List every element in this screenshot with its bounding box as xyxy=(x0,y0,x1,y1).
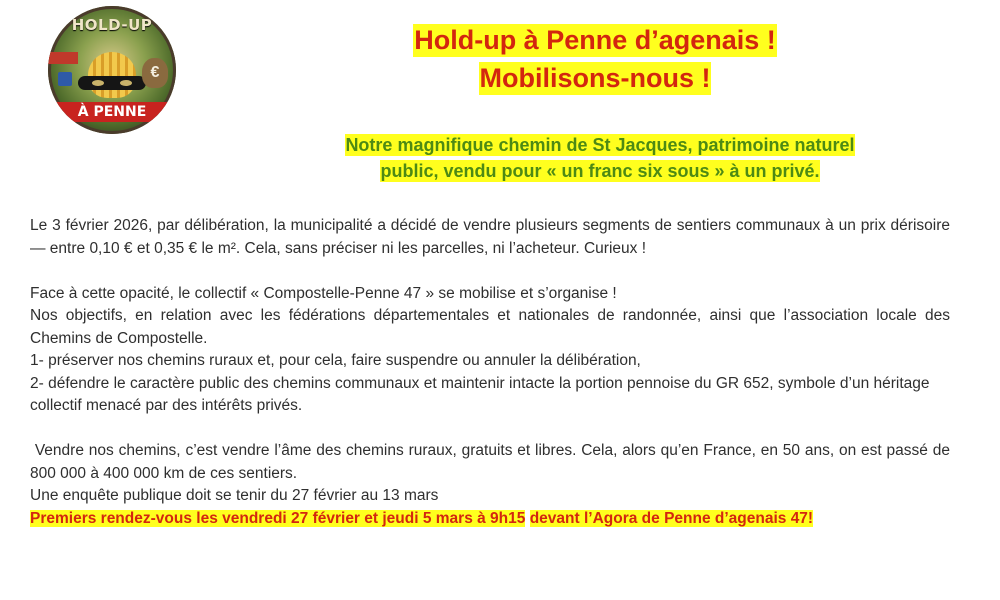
subtitle-line-2: public, vendu pour « un franc six sous » à un privé. xyxy=(380,161,820,181)
article-body xyxy=(30,215,955,530)
bandit-mask-icon xyxy=(78,76,146,90)
callout-meeting xyxy=(30,508,950,531)
title-line-2: Mobilisons-nous ! xyxy=(479,63,711,93)
page-title xyxy=(300,24,890,100)
money-bag-icon: € xyxy=(142,58,168,88)
logo-ribbon: À PENNE xyxy=(56,102,168,122)
paragraph-rural-paths: Vendre nos chemins, c’est vendre l’âme des chemins ruraux, gratuits et libres. Cela, alors qu’en France, en 50 ans, on est passé de 800 000 à 400 000 km de ces sentiers. xyxy=(30,442,955,482)
logo-title: HOLD-UP xyxy=(71,16,153,34)
callout-meeting-dates: Premiers rendez-vous les vendredi 27 février et jeudi 5 mars à 9h15 xyxy=(30,509,526,527)
logo-red-tag xyxy=(48,52,78,64)
spacer xyxy=(30,260,950,283)
paragraph-objectives-intro: Nos objectifs, en relation avec les fédérations départementales et nationales de randonnée, ainsi que l’association locale des Chemins de Compostelle. xyxy=(30,307,950,347)
subtitle-line-1: Notre magnifique chemin de St Jacques, patrimoine naturel xyxy=(345,135,855,155)
scallop-shell-icon xyxy=(88,52,136,98)
title-line-1: Hold-up à Penne d’agenais ! xyxy=(414,25,776,55)
objective-2: 2- défendre le caractère public des chemins communaux et maintenir intacte la portion pennoise du GR 652, symbole d’un héritage collectif menacé par des intérêts privés. xyxy=(30,374,930,414)
hold-up-a-penne-logo xyxy=(48,6,176,134)
paragraph-collective: Face à cette opacité, le collectif « Compostelle-Penne 47 » se mobilise et s’organise ! xyxy=(30,284,617,302)
subtitle xyxy=(280,134,920,186)
logo-blue-badge-icon xyxy=(58,72,72,86)
spacer xyxy=(30,418,950,441)
paragraph-public-inquiry: Une enquête publique doit se tenir du 27 février au 13 mars xyxy=(30,487,439,504)
callout-meeting-location: devant l’Agora de Penne d’agenais 47! xyxy=(529,509,814,527)
paragraph-deliberation: Le 3 février 2026, par délibération, la municipalité a décidé de vendre plusieurs segments de sentiers communaux à un prix dérisoire — entre 0,10 € et 0,35 € le m². Cela, sans préciser ni les parcelles, ni l’acheteur. Curieux ! xyxy=(30,217,950,257)
objective-1: 1- préserver nos chemins ruraux et, pour cela, faire suspendre ou annuler la délibération, xyxy=(30,352,641,369)
